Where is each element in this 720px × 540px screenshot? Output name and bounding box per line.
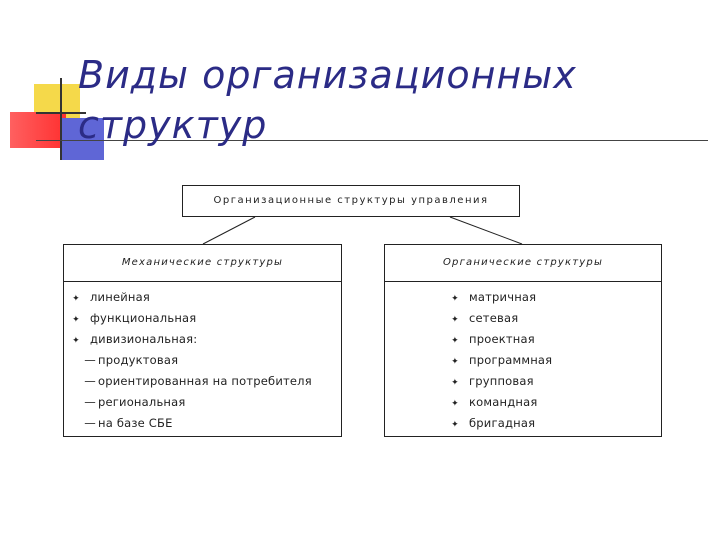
list-item	[70, 372, 341, 393]
list-item-label: матричная	[469, 290, 537, 304]
bullet-icon: ✦	[451, 399, 459, 409]
dash-icon: —	[84, 353, 96, 367]
mechanical-structures-header: Механические структуры	[64, 245, 341, 282]
list-item-label: функциональная	[90, 311, 197, 325]
root-node: Организационные структуры управления	[182, 185, 520, 217]
organic-structures-box	[384, 244, 662, 437]
list-item-label: командная	[469, 395, 538, 409]
bullet-icon: ✦	[451, 294, 459, 304]
list-item-label: ориентированная на потребителя	[98, 374, 312, 388]
list-item	[70, 288, 341, 309]
dash-icon: —	[84, 395, 96, 409]
bullet-icon: ✦	[72, 315, 80, 325]
list-item-label: на базе СБЕ	[98, 416, 173, 430]
list-item-label: программная	[469, 353, 553, 367]
list-item-label: линейная	[90, 290, 150, 304]
mechanical-structures-list	[64, 282, 341, 435]
connector-left	[203, 217, 255, 244]
mechanical-structures-box	[63, 244, 342, 437]
list-item	[70, 393, 341, 414]
bullet-icon: ✦	[451, 315, 459, 325]
bullet-icon: ✦	[72, 336, 80, 346]
list-item-label: групповая	[469, 374, 534, 388]
dash-icon: —	[84, 416, 96, 430]
slide-title: Виды организационных структур	[78, 53, 577, 147]
bullet-icon: ✦	[451, 336, 459, 346]
organic-structures-list	[385, 282, 661, 435]
connector-right	[450, 217, 522, 244]
list-item	[70, 414, 341, 435]
organic-structures-header: Органические структуры	[385, 245, 661, 282]
bullet-icon: ✦	[72, 294, 80, 304]
dash-icon: —	[84, 374, 96, 388]
list-item	[449, 414, 661, 435]
list-item-label: сетевая	[469, 311, 519, 325]
bullet-icon: ✦	[451, 357, 459, 367]
bullet-icon: ✦	[451, 378, 459, 388]
list-item	[449, 288, 661, 309]
list-item	[449, 372, 661, 393]
list-item	[449, 330, 661, 351]
list-item	[449, 309, 661, 330]
list-item-label: региональная	[98, 395, 186, 409]
list-item-label: продуктовая	[98, 353, 179, 367]
bullet-icon: ✦	[451, 420, 459, 430]
list-item	[449, 351, 661, 372]
list-item	[70, 351, 341, 372]
list-item-label: проектная	[469, 332, 535, 346]
list-item-label: дивизиональная:	[90, 332, 198, 346]
list-item-label: бригадная	[469, 416, 536, 430]
list-item	[70, 309, 341, 330]
list-item	[449, 393, 661, 414]
list-item	[70, 330, 341, 351]
